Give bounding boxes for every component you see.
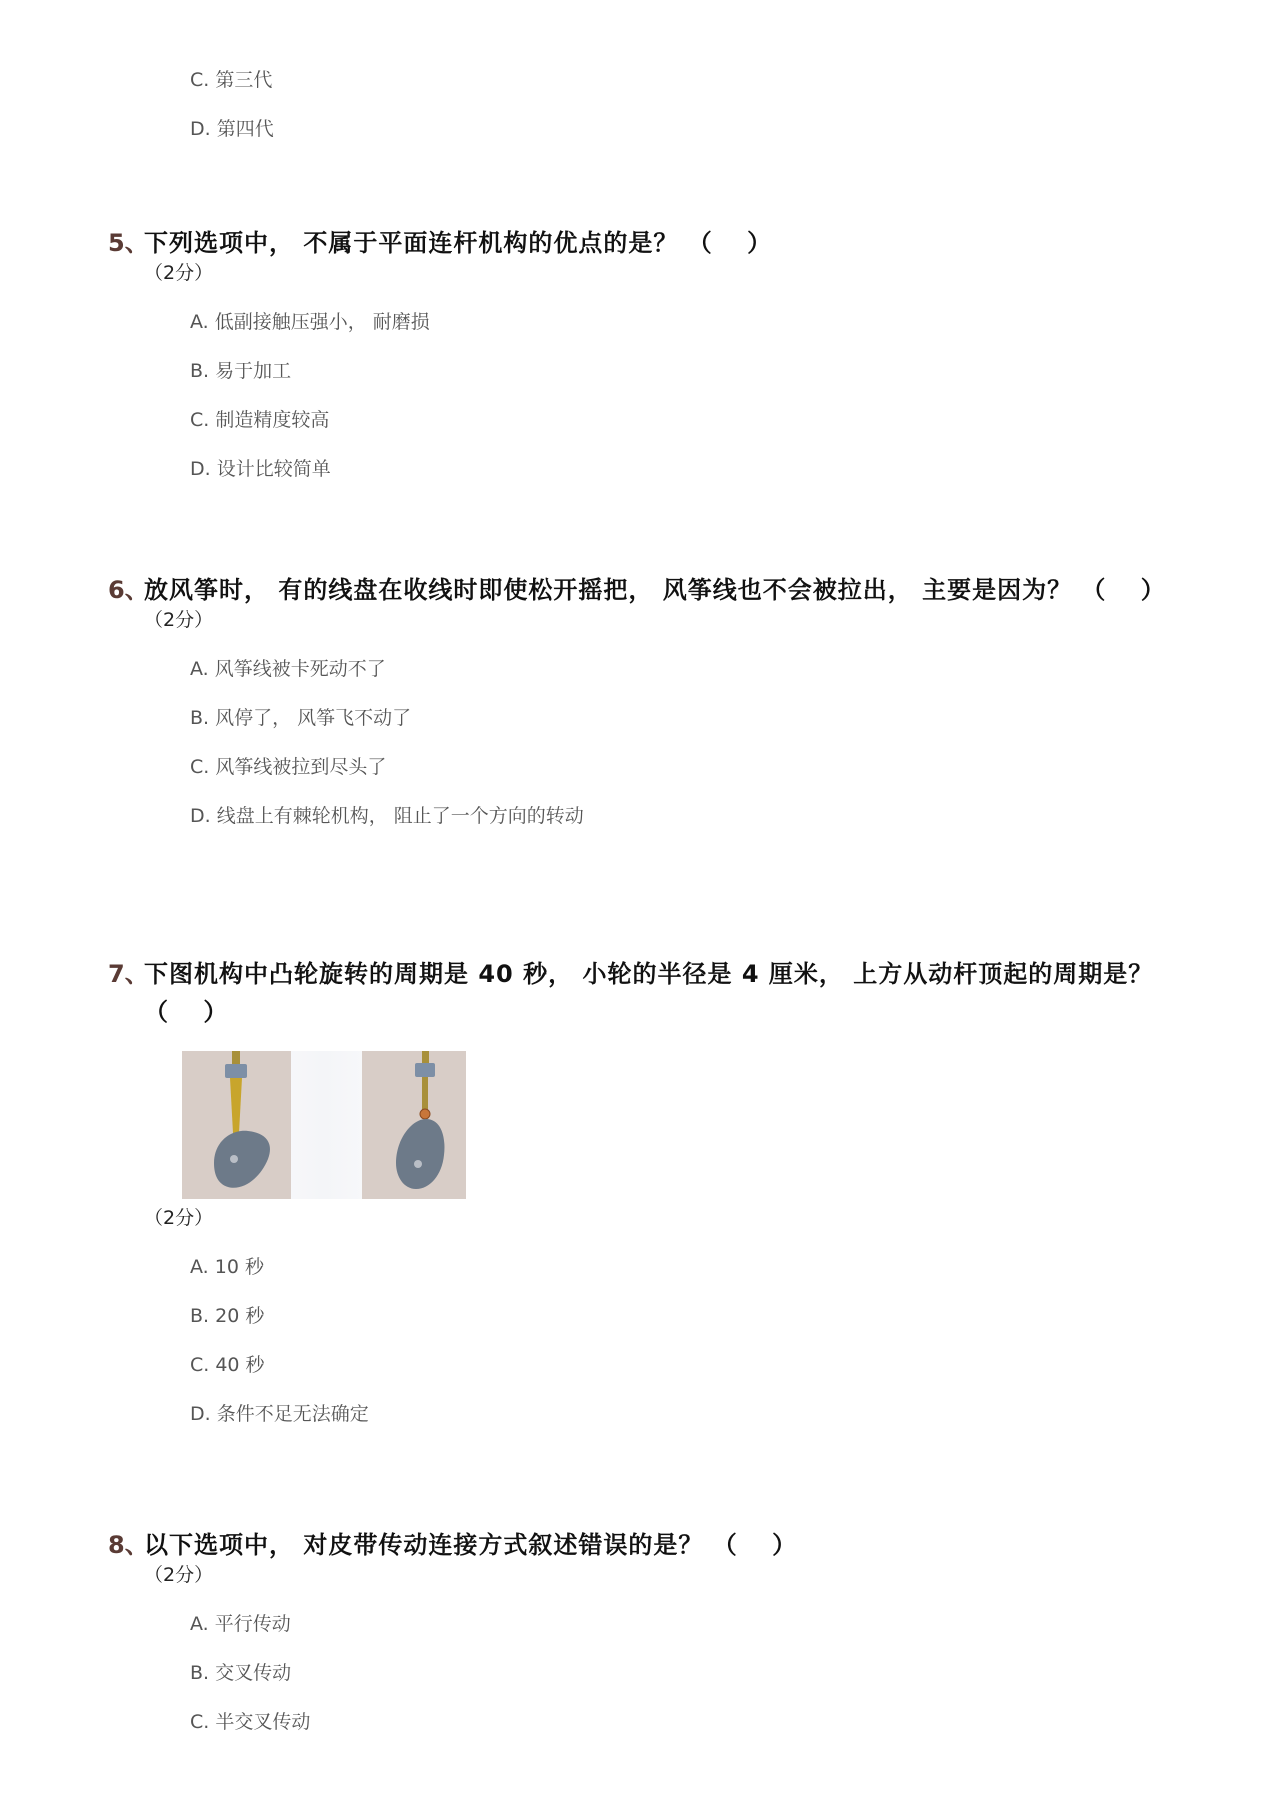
question-text: 以下选项中， 对皮带传动连接方式叙述错误的是？ （ ） (144, 1531, 798, 1559)
cam-figure-panel-1 (182, 1051, 291, 1199)
cam-mechanism-figure (182, 1051, 466, 1199)
question-stem (108, 955, 1168, 1031)
option-b[interactable]: B. 风停了， 风筝飞不动了 (190, 707, 412, 729)
option-list (190, 1255, 1168, 1426)
option-d[interactable]: D. 设计比较简单 (190, 458, 331, 480)
question-number: 8、 (108, 1531, 149, 1559)
option-d[interactable]: D. 条件不足无法确定 (190, 1403, 369, 1425)
option-c[interactable]: C. 第三代 (190, 69, 273, 91)
question-score: （2分） (144, 1564, 214, 1586)
question-score: （2分） (144, 609, 214, 631)
option-c[interactable]: C. 风筝线被拉到尽头了 (190, 756, 387, 778)
question-number: 5、 (108, 229, 149, 257)
option-b[interactable]: B. 易于加工 (190, 360, 292, 382)
option-b[interactable]: B. 交叉传动 (190, 1662, 292, 1684)
question-stem (108, 1526, 1168, 1564)
question-number: 6、 (108, 576, 149, 604)
option-a[interactable]: A. 低副接触压强小， 耐磨损 (190, 311, 430, 333)
question-score: （2分） (144, 262, 214, 284)
question-number: 7、 (108, 960, 149, 988)
option-a[interactable]: A. 10 秒 (190, 1256, 264, 1278)
question-score: （2分） (144, 1207, 214, 1229)
option-list (190, 1612, 1168, 1734)
question-5 (108, 224, 1168, 506)
option-d[interactable]: D. 线盘上有棘轮机构， 阻止了一个方向的转动 (190, 805, 584, 827)
question-stem (108, 571, 1168, 609)
option-list (190, 657, 1168, 828)
question-6 (108, 571, 1168, 853)
question-7 (108, 955, 1168, 1451)
option-list (190, 310, 1168, 481)
question-text: 放风筝时， 有的线盘在收线时即使松开摇把， 风筝线也不会被拉出， 主要是因为？ （ ） (144, 576, 1166, 604)
option-a[interactable]: A. 风筝线被卡死动不了 (190, 658, 386, 680)
option-a[interactable]: A. 平行传动 (190, 1613, 291, 1635)
cam-illustration (362, 1051, 466, 1199)
cam-illustration (182, 1051, 291, 1199)
question-text: 下列选项中， 不属于平面连杆机构的优点的是？ （ ） (144, 229, 773, 257)
question-text: 下图机构中凸轮旋转的周期是 40 秒， 小轮的半径是 4 厘米， 上方从动杆顶起的周期是？ （ ） (144, 960, 1154, 1026)
option-b[interactable]: B. 20 秒 (190, 1305, 265, 1327)
previous-question-options (190, 68, 274, 166)
option-d[interactable]: D. 第四代 (190, 118, 274, 140)
cam-figure-panel-2 (362, 1051, 466, 1199)
option-c[interactable]: C. 40 秒 (190, 1354, 265, 1376)
option-c[interactable]: C. 制造精度较高 (190, 409, 330, 431)
option-c[interactable]: C. 半交叉传动 (190, 1711, 311, 1733)
question-8 (108, 1526, 1168, 1759)
question-stem (108, 224, 1168, 262)
